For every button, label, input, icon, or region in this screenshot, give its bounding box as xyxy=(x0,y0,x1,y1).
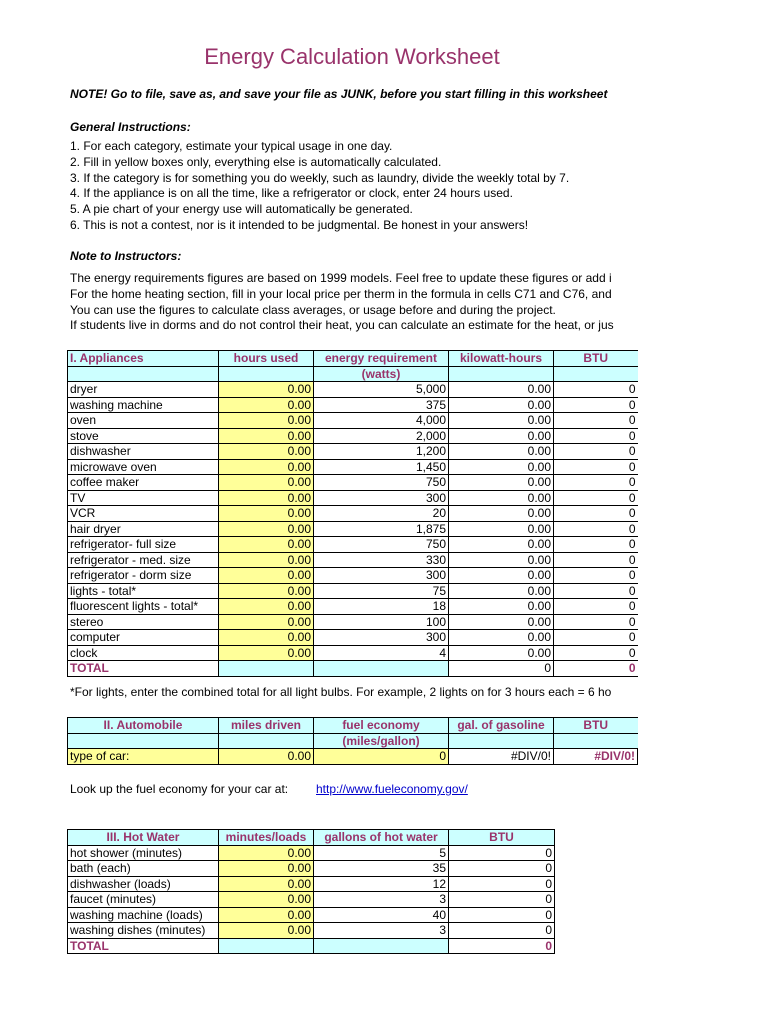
appliance-name: TV xyxy=(68,490,219,506)
appliance-name: stove xyxy=(68,428,219,444)
minutes-loads-input[interactable]: 0.00 xyxy=(219,861,314,877)
appliances-header-row-2 xyxy=(68,366,638,382)
kilowatt-hours-cell: 0.00 xyxy=(449,568,554,584)
hot-water-item-name: faucet (minutes) xyxy=(68,892,219,908)
appliance-row xyxy=(68,521,638,537)
instructors-note-list xyxy=(70,271,640,334)
btu-cell: 0 xyxy=(554,630,638,646)
btu-cell: 0 xyxy=(449,876,555,892)
appliance-row xyxy=(68,475,638,491)
appliance-name: dryer xyxy=(68,382,219,398)
hot-water-header-row xyxy=(68,830,555,846)
instructors-note-heading: Note to Instructors: xyxy=(70,249,182,263)
appliance-row xyxy=(68,630,638,646)
appliances-col-kwh: kilowatt-hours xyxy=(449,351,554,367)
gallons-cell: 5 xyxy=(314,845,449,861)
kilowatt-hours-cell: 0.00 xyxy=(449,599,554,615)
hours-used-input[interactable]: 0.00 xyxy=(219,382,314,398)
hot-water-total-label: TOTAL xyxy=(68,938,219,954)
btu-cell: 0 xyxy=(554,521,638,537)
btu-cell: 0 xyxy=(554,583,638,599)
appliance-name: oven xyxy=(68,413,219,429)
gallons-cell: 12 xyxy=(314,876,449,892)
kilowatt-hours-cell: 0.00 xyxy=(449,506,554,522)
btu-cell: 0 xyxy=(449,892,555,908)
appliance-row xyxy=(68,552,638,568)
appliances-col-watts-unit: (watts) xyxy=(314,366,449,382)
energy-requirement-cell: 75 xyxy=(314,583,449,599)
header-blank xyxy=(68,366,219,382)
appliance-row xyxy=(68,397,638,413)
btu-cell: 0 xyxy=(449,923,555,939)
hours-used-input[interactable]: 0.00 xyxy=(219,614,314,630)
appliances-total-kwh: 0 xyxy=(449,661,554,677)
energy-requirement-cell: 20 xyxy=(314,506,449,522)
kilowatt-hours-cell: 0.00 xyxy=(449,444,554,460)
btu-cell: 0 xyxy=(554,475,638,491)
automobile-row xyxy=(68,749,638,765)
fuel-lookup-text: Look up the fuel economy for your car at: xyxy=(70,782,289,796)
instruction-line: 5. A pie chart of your energy use will automatically be generated. xyxy=(70,202,413,217)
automobile-col-economy: fuel economy xyxy=(314,718,449,734)
minutes-loads-input[interactable]: 0.00 xyxy=(219,845,314,861)
appliances-col-btu: BTU xyxy=(554,351,638,367)
gallons-cell: 40 xyxy=(314,907,449,923)
hours-used-input[interactable]: 0.00 xyxy=(219,428,314,444)
hot-water-row xyxy=(68,861,555,877)
kilowatt-hours-cell: 0.00 xyxy=(449,459,554,475)
fuel-economy-input[interactable]: 0 xyxy=(314,749,449,765)
appliances-col-hours: hours used xyxy=(219,351,314,367)
hot-water-row xyxy=(68,892,555,908)
hot-water-item-name: bath (each) xyxy=(68,861,219,877)
hot-water-total-row xyxy=(68,938,555,954)
instruction-line: 2. Fill in yellow boxes only, everything else is automatically calculated. xyxy=(70,154,442,169)
btu-cell: 0 xyxy=(554,413,638,429)
appliance-row xyxy=(68,413,638,429)
hours-used-input[interactable]: 0.00 xyxy=(219,537,314,553)
header-blank xyxy=(449,733,554,749)
instruction-line: 1. For each category, estimate your typical usage in one day. xyxy=(70,139,393,153)
gallons-cell: 3 xyxy=(314,892,449,908)
appliance-name: hair dryer xyxy=(68,521,219,537)
header-blank xyxy=(449,366,554,382)
energy-requirement-cell: 18 xyxy=(314,599,449,615)
appliance-name: fluorescent lights - total* xyxy=(68,599,219,615)
btu-cell: 0 xyxy=(554,614,638,630)
btu-cell: 0 xyxy=(449,907,555,923)
hours-used-input[interactable]: 0.00 xyxy=(219,475,314,491)
appliance-row xyxy=(68,614,638,630)
automobile-col-btu: BTU xyxy=(554,718,638,734)
hours-used-input[interactable]: 0.00 xyxy=(219,444,314,460)
hours-used-input[interactable]: 0.00 xyxy=(219,521,314,537)
instruction-line: 4. If the appliance is on all the time, like a refrigerator or clock, enter 24 hours used. xyxy=(70,186,513,201)
hours-used-input[interactable]: 0.00 xyxy=(219,490,314,506)
hot-water-col-gallons: gallons of hot water xyxy=(314,830,449,846)
hot-water-table xyxy=(67,829,555,954)
energy-requirement-cell: 750 xyxy=(314,537,449,553)
btu-cell: 0 xyxy=(554,506,638,522)
total-blank xyxy=(219,938,314,954)
header-blank xyxy=(554,733,638,749)
instruction-line: 3. If the category is for something you do weekly, such as laundry, divide the weekly total by 7. xyxy=(70,170,570,185)
instruction-line: 6. This is not a contest, nor is it intended to be judgmental. Be honest in your answers! xyxy=(70,217,529,232)
header-blank xyxy=(68,733,219,749)
hot-water-item-name: washing machine (loads) xyxy=(68,907,219,923)
automobile-col-economy-unit: (miles/gallon) xyxy=(314,733,449,749)
energy-requirement-cell: 2,000 xyxy=(314,428,449,444)
hot-water-item-name: dishwasher (loads) xyxy=(68,876,219,892)
energy-requirement-cell: 1,450 xyxy=(314,459,449,475)
fueleconomy-link[interactable]: http://www.fueleconomy.gov/ xyxy=(316,782,468,796)
hot-water-col-btu: BTU xyxy=(449,830,555,846)
instructors-line: The energy requirements figures are based on 1999 models. Feel free to update these figures or add i xyxy=(70,271,612,285)
save-note: NOTE! Go to file, save as, and save your file as JUNK, before you start filling in this worksheet xyxy=(70,87,608,101)
hours-used-input[interactable]: 0.00 xyxy=(219,459,314,475)
total-blank xyxy=(314,661,449,677)
instructors-line: If students live in dorms and do not control their heat, you can calculate an estimate for the heat, or jus xyxy=(70,318,614,333)
hours-used-input[interactable]: 0.00 xyxy=(219,599,314,615)
appliance-name: computer xyxy=(68,630,219,646)
btu-cell: 0 xyxy=(554,552,638,568)
appliance-name: refrigerator - med. size xyxy=(68,552,219,568)
appliance-name: stereo xyxy=(68,614,219,630)
appliance-name: lights - total* xyxy=(68,583,219,599)
energy-requirement-cell: 100 xyxy=(314,614,449,630)
minutes-loads-input[interactable]: 0.00 xyxy=(219,923,314,939)
gallons-cell: 35 xyxy=(314,861,449,877)
appliances-total-btu: 0 xyxy=(554,661,638,677)
hot-water-item-name: hot shower (minutes) xyxy=(68,845,219,861)
energy-requirement-cell: 300 xyxy=(314,568,449,584)
appliances-total-label: TOTAL xyxy=(68,661,219,677)
hours-used-input[interactable]: 0.00 xyxy=(219,552,314,568)
appliance-name: coffee maker xyxy=(68,475,219,491)
car-type-cell[interactable]: type of car: xyxy=(68,749,219,765)
gallons-cell: #DIV/0! xyxy=(449,749,554,765)
appliance-name: refrigerator - dorm size xyxy=(68,568,219,584)
kilowatt-hours-cell: 0.00 xyxy=(449,428,554,444)
appliance-row xyxy=(68,490,638,506)
btu-cell: 0 xyxy=(554,599,638,615)
kilowatt-hours-cell: 0.00 xyxy=(449,583,554,599)
energy-requirement-cell: 375 xyxy=(314,397,449,413)
appliance-name: refrigerator- full size xyxy=(68,537,219,553)
btu-cell: 0 xyxy=(554,645,638,661)
header-blank xyxy=(219,366,314,382)
hours-used-input[interactable]: 0.00 xyxy=(219,583,314,599)
appliance-name: microwave oven xyxy=(68,459,219,475)
appliance-row xyxy=(68,459,638,475)
btu-cell: 0 xyxy=(449,845,555,861)
hot-water-item-name: washing dishes (minutes) xyxy=(68,923,219,939)
btu-cell: 0 xyxy=(554,444,638,460)
appliance-row xyxy=(68,583,638,599)
appliances-table xyxy=(67,350,638,677)
kilowatt-hours-cell: 0.00 xyxy=(449,382,554,398)
hours-used-input[interactable]: 0.00 xyxy=(219,397,314,413)
automobile-btu-cell: #DIV/0! xyxy=(554,749,638,765)
appliance-row xyxy=(68,382,638,398)
appliance-row xyxy=(68,444,638,460)
hours-used-input[interactable]: 0.00 xyxy=(219,413,314,429)
minutes-loads-input[interactable]: 0.00 xyxy=(219,907,314,923)
minutes-loads-input[interactable]: 0.00 xyxy=(219,876,314,892)
general-instructions-heading: General Instructions: xyxy=(70,120,191,134)
btu-cell: 0 xyxy=(449,861,555,877)
automobile-col-miles: miles driven xyxy=(219,718,314,734)
appliances-col-watts: energy requirement xyxy=(314,351,449,367)
kilowatt-hours-cell: 0.00 xyxy=(449,413,554,429)
energy-requirement-cell: 750 xyxy=(314,475,449,491)
energy-requirement-cell: 1,875 xyxy=(314,521,449,537)
instructors-line: For the home heating section, fill in your local price per therm in the formula in cells C71 and C76, and xyxy=(70,286,612,301)
kilowatt-hours-cell: 0.00 xyxy=(449,521,554,537)
btu-cell: 0 xyxy=(554,397,638,413)
automobile-table xyxy=(67,717,638,765)
kilowatt-hours-cell: 0.00 xyxy=(449,537,554,553)
appliance-row xyxy=(68,537,638,553)
automobile-col-gallons: gal. of gasoline xyxy=(449,718,554,734)
energy-requirement-cell: 1,200 xyxy=(314,444,449,460)
miles-driven-input[interactable]: 0.00 xyxy=(219,749,314,765)
appliance-name: VCR xyxy=(68,506,219,522)
hot-water-col-amount: minutes/loads xyxy=(219,830,314,846)
energy-requirement-cell: 5,000 xyxy=(314,382,449,398)
lights-footnote: *For lights, enter the combined total for all light bulbs. For example, 2 lights on for 3 hours each = 6 ho xyxy=(70,685,612,699)
hot-water-total-btu: 0 xyxy=(449,938,555,954)
hot-water-row xyxy=(68,876,555,892)
header-blank xyxy=(219,733,314,749)
kilowatt-hours-cell: 0.00 xyxy=(449,614,554,630)
appliance-row xyxy=(68,428,638,444)
btu-cell: 0 xyxy=(554,459,638,475)
btu-cell: 0 xyxy=(554,537,638,553)
appliance-name: dishwasher xyxy=(68,444,219,460)
hot-water-row xyxy=(68,907,555,923)
appliances-total-row xyxy=(68,661,638,677)
automobile-col-name: II. Automobile xyxy=(68,718,219,734)
automobile-header-row-2 xyxy=(68,733,638,749)
automobile-header-row xyxy=(68,718,638,734)
instructors-line: You can use the figures to calculate class averages, or usage before and during the project. xyxy=(70,302,556,317)
header-blank xyxy=(554,366,638,382)
gallons-cell: 3 xyxy=(314,923,449,939)
kilowatt-hours-cell: 0.00 xyxy=(449,630,554,646)
energy-requirement-cell: 330 xyxy=(314,552,449,568)
energy-requirement-cell: 4,000 xyxy=(314,413,449,429)
total-blank xyxy=(314,938,449,954)
appliances-col-name: I. Appliances xyxy=(68,351,219,367)
kilowatt-hours-cell: 0.00 xyxy=(449,490,554,506)
hot-water-row xyxy=(68,923,555,939)
total-blank xyxy=(219,661,314,677)
kilowatt-hours-cell: 0.00 xyxy=(449,475,554,491)
energy-requirement-cell: 4 xyxy=(314,645,449,661)
appliance-row xyxy=(68,506,638,522)
hot-water-row xyxy=(68,845,555,861)
general-instructions-list xyxy=(70,139,640,234)
appliance-row xyxy=(68,599,638,615)
hot-water-col-name: III. Hot Water xyxy=(68,830,219,846)
kilowatt-hours-cell: 0.00 xyxy=(449,552,554,568)
hours-used-input[interactable]: 0.00 xyxy=(219,630,314,646)
hours-used-input[interactable]: 0.00 xyxy=(219,645,314,661)
appliance-name: washing machine xyxy=(68,397,219,413)
kilowatt-hours-cell: 0.00 xyxy=(449,645,554,661)
appliance-row xyxy=(68,568,638,584)
page-title: Energy Calculation Worksheet xyxy=(204,44,500,69)
energy-requirement-cell: 300 xyxy=(314,630,449,646)
appliance-name: clock xyxy=(68,645,219,661)
appliances-header-row xyxy=(68,351,638,367)
hours-used-input[interactable]: 0.00 xyxy=(219,568,314,584)
appliance-row xyxy=(68,645,638,661)
hours-used-input[interactable]: 0.00 xyxy=(219,506,314,522)
minutes-loads-input[interactable]: 0.00 xyxy=(219,892,314,908)
btu-cell: 0 xyxy=(554,382,638,398)
kilowatt-hours-cell: 0.00 xyxy=(449,397,554,413)
btu-cell: 0 xyxy=(554,568,638,584)
btu-cell: 0 xyxy=(554,490,638,506)
energy-requirement-cell: 300 xyxy=(314,490,449,506)
btu-cell: 0 xyxy=(554,428,638,444)
